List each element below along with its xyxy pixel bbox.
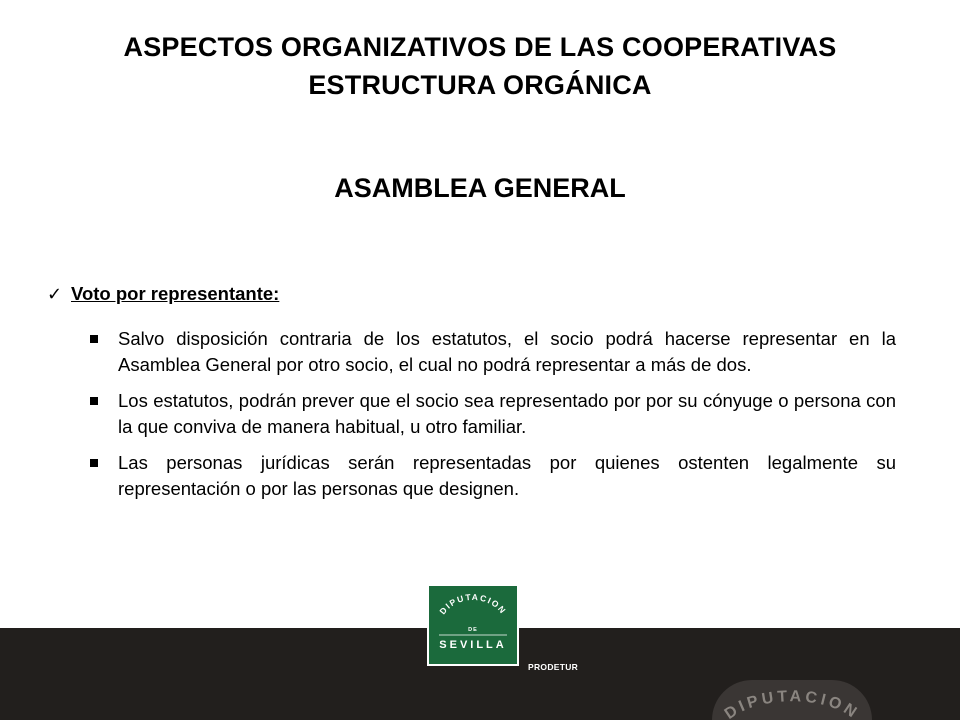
list-item-text: Salvo disposición contraria de los estatutos, el socio podrá hacerse representar en la Asamblea General por otro socio, el cual no podrá representar a más de dos. <box>118 328 896 375</box>
bullet-list <box>88 326 896 512</box>
svg-text:DIPUTACION <box>722 688 863 720</box>
square-bullet-icon <box>88 450 118 502</box>
list-item-text: Los estatutos, podrán prever que el socio sea representado por por su cónyuge o persona con la que conviva de manera habitual, u otro familiar. <box>118 390 896 437</box>
title-line-1: ASPECTOS ORGANIZATIVOS DE LAS COOPERATIVAS <box>123 32 837 62</box>
title-line-2: ESTRUCTURA ORGÁNICA <box>308 70 652 100</box>
watermark-text: DIPUTACION <box>721 688 863 720</box>
list-item <box>88 388 896 440</box>
slide-title <box>0 28 960 104</box>
list-item <box>88 450 896 502</box>
square-bullet-icon <box>88 388 118 440</box>
check-item-label: Voto por representante: <box>71 283 280 304</box>
diputacion-watermark <box>712 680 872 720</box>
prodetur-label: PRODETUR <box>528 662 579 672</box>
square-bullet-icon <box>88 326 118 378</box>
section-heading: ASAMBLEA GENERAL <box>334 173 626 203</box>
svg-text:DIPUTACION <box>437 592 508 616</box>
logo-line-3: SEVILLA <box>439 639 507 651</box>
logo-line-1: DIPUTACION <box>437 591 509 617</box>
check-item <box>47 283 279 305</box>
list-item <box>88 326 896 378</box>
list-item-text: Las personas jurídicas serán representadas por quienes ostenten legalmente su representación o por las personas que designen. <box>118 452 896 499</box>
diputacion-sevilla-logo <box>427 584 519 666</box>
checkmark-icon: ✓ <box>47 283 63 304</box>
logo-line-2: DE <box>468 627 478 633</box>
